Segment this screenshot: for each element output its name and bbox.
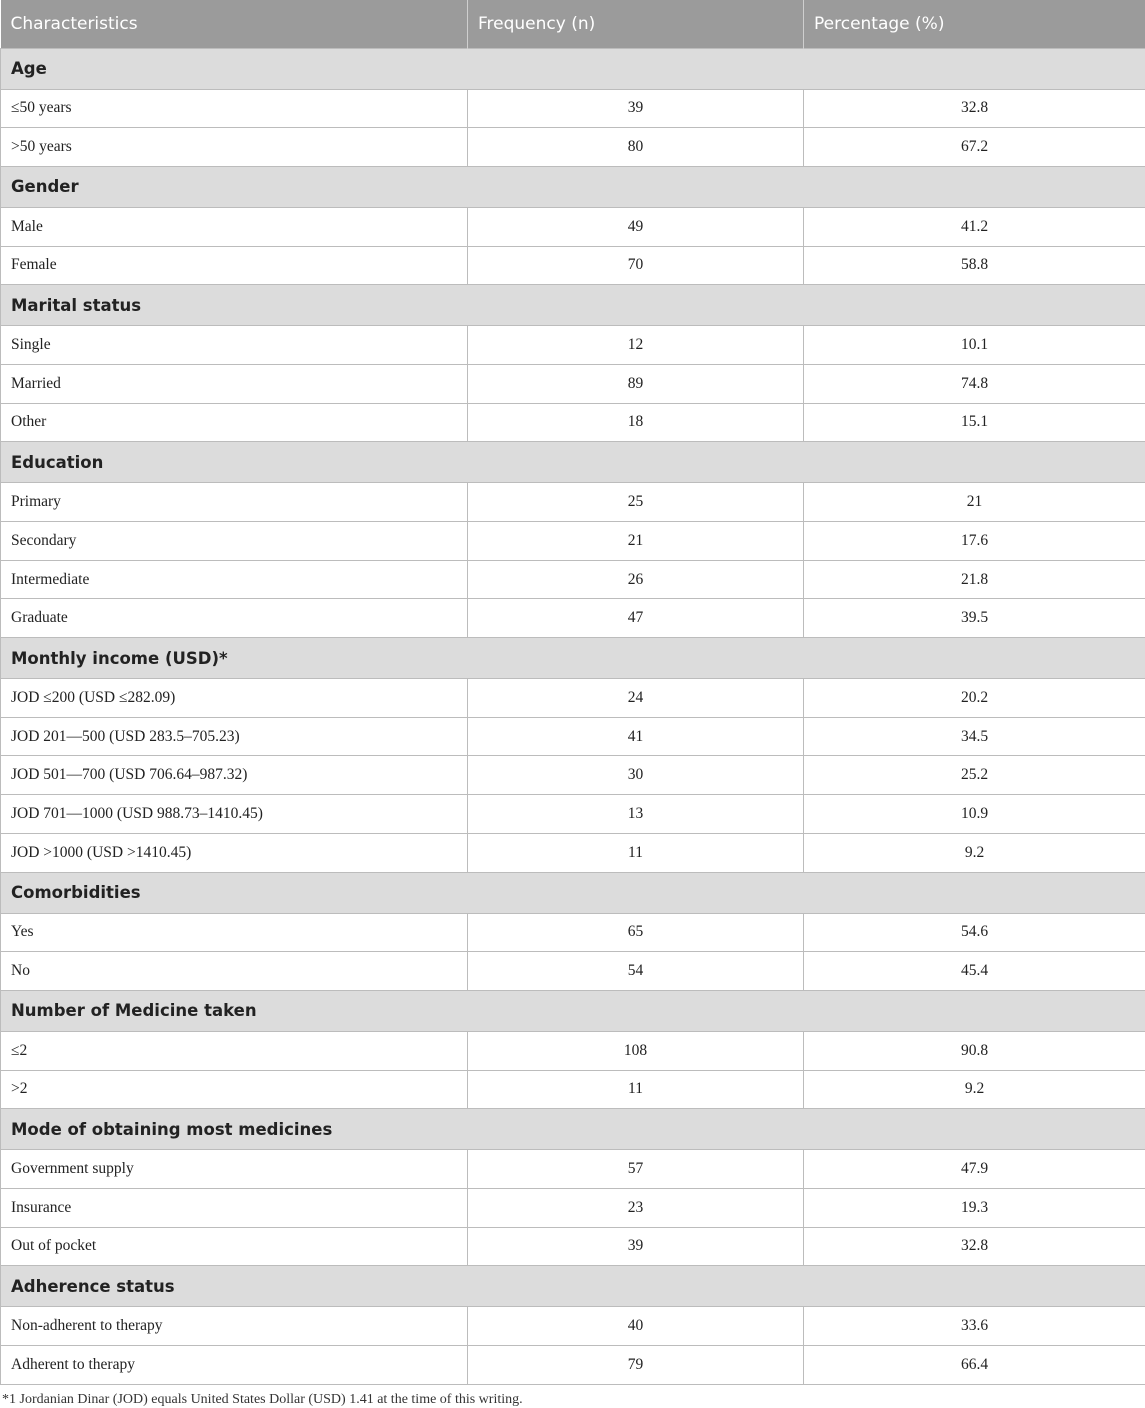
table-row xyxy=(1,1150,1145,1189)
percentage-cell: 9.2 xyxy=(804,1070,1145,1109)
row-label: Adherent to therapy xyxy=(1,1346,468,1385)
percentage-cell: 9.2 xyxy=(804,833,1145,872)
percentage-cell: 17.6 xyxy=(804,522,1145,561)
percentage-cell: 20.2 xyxy=(804,679,1145,718)
frequency-cell: 40 xyxy=(468,1307,804,1346)
table-row xyxy=(1,599,1145,638)
table-row xyxy=(1,560,1145,599)
percentage-cell: 19.3 xyxy=(804,1188,1145,1227)
row-label: Female xyxy=(1,246,468,285)
percentage-cell: 34.5 xyxy=(804,717,1145,756)
section-row xyxy=(1,990,1145,1031)
section-title: Marital status xyxy=(1,285,1145,326)
row-label: Primary xyxy=(1,483,468,522)
frequency-cell: 54 xyxy=(468,952,804,991)
section-title: Monthly income (USD)* xyxy=(1,638,1145,679)
table-body xyxy=(1,48,1145,1384)
row-label: JOD 201—500 (USD 283.5–705.23) xyxy=(1,717,468,756)
frequency-cell: 21 xyxy=(468,522,804,561)
percentage-cell: 58.8 xyxy=(804,246,1145,285)
row-label: JOD 501—700 (USD 706.64–987.32) xyxy=(1,756,468,795)
row-label: ≤50 years xyxy=(1,89,468,128)
section-row xyxy=(1,872,1145,913)
table-row xyxy=(1,717,1145,756)
row-label: Out of pocket xyxy=(1,1227,468,1266)
table-row xyxy=(1,913,1145,952)
table-header-row xyxy=(1,0,1145,48)
section-title: Age xyxy=(1,48,1145,89)
table-row xyxy=(1,207,1145,246)
percentage-cell: 10.9 xyxy=(804,795,1145,834)
table-row xyxy=(1,952,1145,991)
table-row xyxy=(1,679,1145,718)
percentage-cell: 47.9 xyxy=(804,1150,1145,1189)
row-label: No xyxy=(1,952,468,991)
frequency-cell: 80 xyxy=(468,128,804,167)
section-row xyxy=(1,285,1145,326)
section-title: Education xyxy=(1,442,1145,483)
row-label: Graduate xyxy=(1,599,468,638)
row-label: Other xyxy=(1,403,468,442)
table-row xyxy=(1,795,1145,834)
percentage-cell: 54.6 xyxy=(804,913,1145,952)
percentage-cell: 25.2 xyxy=(804,756,1145,795)
frequency-cell: 18 xyxy=(468,403,804,442)
row-label: Secondary xyxy=(1,522,468,561)
frequency-cell: 30 xyxy=(468,756,804,795)
section-row xyxy=(1,638,1145,679)
table-row xyxy=(1,833,1145,872)
table-row xyxy=(1,1307,1145,1346)
frequency-cell: 39 xyxy=(468,89,804,128)
row-label: Male xyxy=(1,207,468,246)
frequency-cell: 11 xyxy=(468,1070,804,1109)
row-label: >50 years xyxy=(1,128,468,167)
header-characteristics: Characteristics xyxy=(1,0,468,48)
percentage-cell: 90.8 xyxy=(804,1031,1145,1070)
table-row xyxy=(1,1188,1145,1227)
row-label: Government supply xyxy=(1,1150,468,1189)
percentage-cell: 21 xyxy=(804,483,1145,522)
header-frequency: Frequency (n) xyxy=(468,0,804,48)
section-row xyxy=(1,1109,1145,1150)
frequency-cell: 25 xyxy=(468,483,804,522)
section-row xyxy=(1,166,1145,207)
table-row xyxy=(1,364,1145,403)
table-row xyxy=(1,1346,1145,1385)
frequency-cell: 39 xyxy=(468,1227,804,1266)
frequency-cell: 47 xyxy=(468,599,804,638)
section-row xyxy=(1,48,1145,89)
percentage-cell: 33.6 xyxy=(804,1307,1145,1346)
percentage-cell: 15.1 xyxy=(804,403,1145,442)
table-row xyxy=(1,1031,1145,1070)
row-label: JOD ≤200 (USD ≤282.09) xyxy=(1,679,468,718)
percentage-cell: 32.8 xyxy=(804,89,1145,128)
table-row xyxy=(1,1070,1145,1109)
frequency-cell: 26 xyxy=(468,560,804,599)
percentage-cell: 10.1 xyxy=(804,326,1145,365)
table-row xyxy=(1,246,1145,285)
section-title: Gender xyxy=(1,166,1145,207)
percentage-cell: 67.2 xyxy=(804,128,1145,167)
row-label: Married xyxy=(1,364,468,403)
row-label: Single xyxy=(1,326,468,365)
percentage-cell: 21.8 xyxy=(804,560,1145,599)
section-row xyxy=(1,442,1145,483)
section-title: Number of Medicine taken xyxy=(1,990,1145,1031)
row-label: JOD >1000 (USD >1410.45) xyxy=(1,833,468,872)
frequency-cell: 49 xyxy=(468,207,804,246)
table-row xyxy=(1,89,1145,128)
frequency-cell: 57 xyxy=(468,1150,804,1189)
row-label: >2 xyxy=(1,1070,468,1109)
row-label: ≤2 xyxy=(1,1031,468,1070)
percentage-cell: 41.2 xyxy=(804,207,1145,246)
table-row xyxy=(1,522,1145,561)
frequency-cell: 23 xyxy=(468,1188,804,1227)
frequency-cell: 12 xyxy=(468,326,804,365)
percentage-cell: 66.4 xyxy=(804,1346,1145,1385)
header-percentage: Percentage (%) xyxy=(804,0,1145,48)
frequency-cell: 108 xyxy=(468,1031,804,1070)
percentage-cell: 39.5 xyxy=(804,599,1145,638)
percentage-cell: 32.8 xyxy=(804,1227,1145,1266)
row-label: Yes xyxy=(1,913,468,952)
row-label: Insurance xyxy=(1,1188,468,1227)
table-row xyxy=(1,483,1145,522)
section-row xyxy=(1,1266,1145,1307)
table-row xyxy=(1,756,1145,795)
table-row xyxy=(1,403,1145,442)
table-footnote: *1 Jordanian Dinar (JOD) equals United States Dollar (USD) 1.41 at the time of this writing. xyxy=(2,1392,1145,1408)
table-row xyxy=(1,326,1145,365)
frequency-cell: 70 xyxy=(468,246,804,285)
row-label: Intermediate xyxy=(1,560,468,599)
frequency-cell: 79 xyxy=(468,1346,804,1385)
frequency-cell: 65 xyxy=(468,913,804,952)
table-row xyxy=(1,128,1145,167)
frequency-cell: 89 xyxy=(468,364,804,403)
frequency-cell: 13 xyxy=(468,795,804,834)
percentage-cell: 74.8 xyxy=(804,364,1145,403)
frequency-cell: 24 xyxy=(468,679,804,718)
row-label: JOD 701—1000 (USD 988.73–1410.45) xyxy=(1,795,468,834)
section-title: Comorbidities xyxy=(1,872,1145,913)
row-label: Non-adherent to therapy xyxy=(1,1307,468,1346)
section-title: Adherence status xyxy=(1,1266,1145,1307)
frequency-cell: 11 xyxy=(468,833,804,872)
percentage-cell: 45.4 xyxy=(804,952,1145,991)
frequency-cell: 41 xyxy=(468,717,804,756)
section-title: Mode of obtaining most medicines xyxy=(1,1109,1145,1150)
table-row xyxy=(1,1227,1145,1266)
